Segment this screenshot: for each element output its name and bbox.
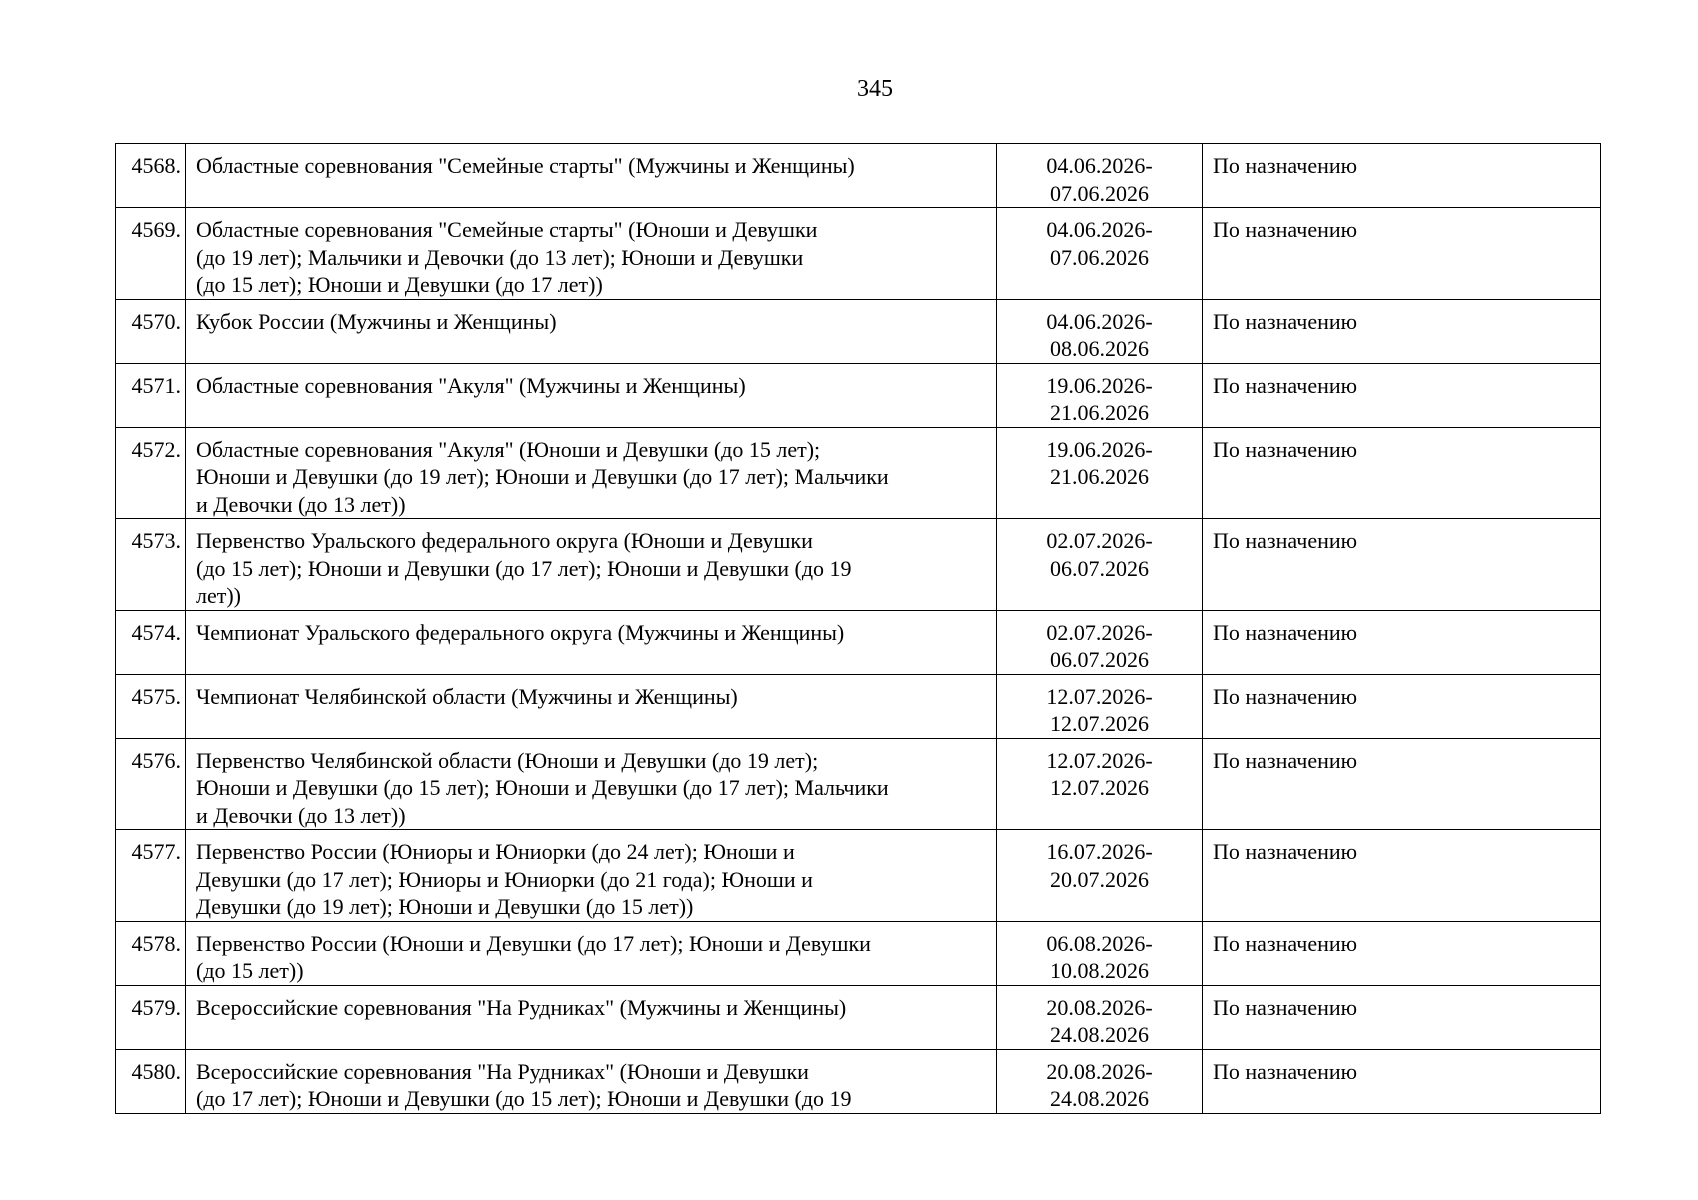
event-name-line: Чемпионат Уральского федерального округа (Мужчины и Женщины) — [196, 619, 845, 645]
date-end: 24.08.2026 — [1050, 1086, 1149, 1111]
event-name-line: Юноши и Девушки (до 19 лет); Юноши и Девушки (до 17 лет); Мальчики — [196, 464, 889, 489]
table-row — [116, 299, 1601, 363]
event-name — [186, 921, 997, 985]
event-place: По назначению — [1203, 921, 1601, 985]
date-end: 12.07.2026 — [1050, 711, 1149, 736]
event-name-line: Девушки (до 19 лет); Юноши и Девушки (до 15 лет)) — [196, 894, 694, 919]
event-number: 4580. — [116, 1049, 186, 1113]
event-place: По назначению — [1203, 299, 1601, 363]
event-number: 4576. — [116, 738, 186, 830]
event-number: 4574. — [116, 610, 186, 674]
event-number: 4575. — [116, 674, 186, 738]
date-end: 07.06.2026 — [1050, 244, 1149, 270]
event-dates — [997, 674, 1203, 738]
date-end: 12.07.2026 — [1050, 775, 1149, 800]
event-dates — [997, 208, 1203, 300]
event-name-line: Первенство России (Юноши и Девушки (до 17 лет); Юноши и Девушки — [196, 930, 871, 956]
event-name-line: Первенство Челябинской области (Юноши и Девушки (до 19 лет); — [196, 747, 819, 773]
event-dates — [997, 299, 1203, 363]
event-dates — [997, 610, 1203, 674]
table-row — [116, 519, 1601, 611]
event-name-line: (до 15 лет); Юноши и Девушки (до 17 лет)) — [196, 272, 603, 297]
event-name-line: Всероссийские соревнования "На Рудниках" (Юноши и Девушки — [196, 1058, 809, 1084]
event-dates — [997, 985, 1203, 1049]
date-start: 19.06.2026- — [1046, 372, 1153, 398]
event-place: По назначению — [1203, 985, 1601, 1049]
event-number: 4570. — [116, 299, 186, 363]
event-name-line: лет)) — [196, 583, 242, 608]
date-end: 07.06.2026 — [1050, 180, 1149, 206]
date-start: 12.07.2026- — [1046, 683, 1153, 709]
date-end: 08.06.2026 — [1050, 336, 1149, 361]
event-number: 4568. — [116, 144, 186, 208]
event-place: По назначению — [1203, 1049, 1601, 1113]
date-start: 20.08.2026- — [1046, 994, 1153, 1020]
event-name-line: Девушки (до 17 лет); Юниоры и Юниорки (до 21 года); Юноши и — [196, 866, 813, 892]
date-end: 21.06.2026 — [1050, 400, 1149, 425]
event-name — [186, 610, 997, 674]
table-row — [116, 427, 1601, 519]
event-place: По назначению — [1203, 674, 1601, 738]
event-name — [186, 1049, 997, 1113]
event-name-line: Первенство России (Юниоры и Юниорки (до 24 лет); Юноши и — [196, 839, 795, 864]
event-name-line: Всероссийские соревнования "На Рудниках" (Мужчины и Женщины) — [196, 994, 847, 1020]
event-name — [186, 299, 997, 363]
table-row — [116, 144, 1601, 208]
event-name-line: Кубок России (Мужчины и Женщины) — [196, 308, 557, 334]
events-table-body — [116, 144, 1601, 1114]
event-dates — [997, 519, 1203, 611]
event-place: По назначению — [1203, 144, 1601, 208]
event-number: 4579. — [116, 985, 186, 1049]
date-start: 20.08.2026- — [1046, 1058, 1153, 1084]
event-name — [186, 738, 997, 830]
date-start: 04.06.2026- — [1046, 308, 1153, 334]
table-row — [116, 985, 1601, 1049]
date-start: 12.07.2026- — [1046, 747, 1153, 773]
event-name-line: Юноши и Девушки (до 15 лет); Юноши и Девушки (до 17 лет); Мальчики — [196, 775, 889, 800]
event-name — [186, 427, 997, 519]
event-place: По назначению — [1203, 830, 1601, 922]
event-name-line: и Девочки (до 13 лет)) — [196, 802, 406, 828]
table-row — [116, 610, 1601, 674]
date-end: 21.06.2026 — [1050, 464, 1149, 489]
event-name-line: Чемпионат Челябинской области (Мужчины и Женщины) — [196, 683, 738, 709]
event-place: По назначению — [1203, 208, 1601, 300]
event-name — [186, 208, 997, 300]
date-start: 19.06.2026- — [1046, 436, 1153, 462]
date-start: 06.08.2026- — [1046, 930, 1153, 956]
table-row — [116, 738, 1601, 830]
date-start: 16.07.2026- — [1046, 839, 1153, 864]
table-row — [116, 208, 1601, 300]
event-place: По назначению — [1203, 363, 1601, 427]
event-place: По назначению — [1203, 427, 1601, 519]
event-dates — [997, 738, 1203, 830]
date-start: 02.07.2026- — [1046, 619, 1153, 645]
event-number: 4571. — [116, 363, 186, 427]
table-row — [116, 921, 1601, 985]
event-dates — [997, 427, 1203, 519]
event-place: По назначению — [1203, 610, 1601, 674]
event-number: 4569. — [116, 208, 186, 300]
event-name-line: и Девочки (до 13 лет)) — [196, 491, 406, 517]
event-name — [186, 830, 997, 922]
event-name-line: Областные соревнования "Семейные старты" (Юноши и Девушки — [196, 217, 818, 242]
date-end: 10.08.2026 — [1050, 958, 1149, 983]
event-dates — [997, 363, 1203, 427]
event-name — [186, 363, 997, 427]
event-name — [186, 674, 997, 738]
table-row — [116, 674, 1601, 738]
event-name — [186, 519, 997, 611]
event-name — [186, 144, 997, 208]
date-end: 06.07.2026 — [1050, 647, 1149, 672]
table-row — [116, 830, 1601, 922]
event-name-line: Областные соревнования "Семейные старты" (Мужчины и Женщины) — [196, 153, 855, 178]
event-dates — [997, 144, 1203, 208]
date-end: 06.07.2026 — [1050, 555, 1149, 581]
event-dates — [997, 1049, 1203, 1113]
events-table — [115, 143, 1601, 1114]
event-name-line: Первенство Уральского федерального округа (Юноши и Девушки — [196, 528, 813, 553]
event-name-line: Областные соревнования "Акуля" (Мужчины и Женщины) — [196, 372, 746, 398]
event-name — [186, 985, 997, 1049]
page-number: 345 — [857, 76, 893, 102]
table-row — [116, 1049, 1601, 1113]
event-name-line: (до 15 лет); Юноши и Девушки (до 17 лет); Юноши и Девушки (до 19 — [196, 555, 852, 581]
date-start: 04.06.2026- — [1046, 217, 1153, 242]
date-end: 20.07.2026 — [1050, 866, 1149, 892]
event-place: По назначению — [1203, 738, 1601, 830]
event-number: 4577. — [116, 830, 186, 922]
event-name-line: Областные соревнования "Акуля" (Юноши и Девушки (до 15 лет); — [196, 436, 821, 462]
date-start: 04.06.2026- — [1046, 153, 1153, 178]
event-name-line: (до 17 лет); Юноши и Девушки (до 15 лет); Юноши и Девушки (до 19 — [196, 1086, 852, 1111]
event-number: 4573. — [116, 519, 186, 611]
date-start: 02.07.2026- — [1046, 528, 1153, 553]
event-dates — [997, 830, 1203, 922]
event-name-line: (до 19 лет); Мальчики и Девочки (до 13 лет); Юноши и Девушки — [196, 244, 804, 270]
event-dates — [997, 921, 1203, 985]
event-number: 4572. — [116, 427, 186, 519]
event-place: По назначению — [1203, 519, 1601, 611]
date-end: 24.08.2026 — [1050, 1022, 1149, 1047]
table-row — [116, 363, 1601, 427]
event-number: 4578. — [116, 921, 186, 985]
event-name-line: (до 15 лет)) — [196, 958, 304, 983]
